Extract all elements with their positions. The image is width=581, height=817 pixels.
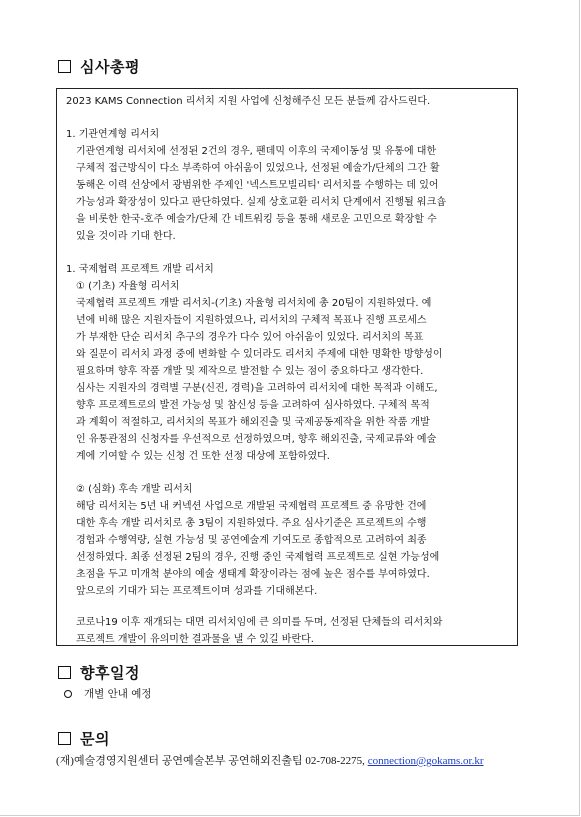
p1-line: 기관연계형 리서치에 선정된 2건의 경우, 팬데믹 이후의 국제이동성 및 유통에 대한: [76, 146, 437, 157]
contact-email-link[interactable]: connection@gokams.or.kr: [367, 755, 484, 767]
schedule-item: [64, 686, 152, 701]
section-title: 문의: [80, 730, 110, 748]
review-intro: 2023 KAMS Connection 리서치 지원 사업에 신청해주신 모든 분들께 감사드린다.: [66, 96, 431, 107]
p2-sub1-line: 국제협력 프로젝트 개발 리서치-(기초) 자율형 리서치에 총 20팀이 지원하였다. 예: [76, 298, 432, 309]
p2-sub1-line: 인 유통관점의 신청자를 우선적으로 선정하였으며, 향후 해외진출, 국제교류와 예술: [76, 434, 437, 445]
section-heading-schedule: [58, 662, 140, 683]
circle-bullet-icon: [64, 690, 72, 698]
p2-sub2-line: 초점을 두고 미개척 분야의 예술 생태계 확장이라는 점에 높은 점수를 부여하였다.: [76, 569, 430, 580]
p1-line: 을 비롯한 한국-호주 예술가/단체 간 네트워킹 등을 통해 새로운 고민으로 확장할 수: [76, 214, 437, 225]
p2-sub-heading: ① (기초) 자율형 리서치: [76, 281, 180, 292]
checkbox-square-icon: [58, 732, 71, 745]
p2-sub2-line: 해당 리서치는 5년 내 커넥션 사업으로 개발된 국제협력 프로젝트 중 유망한 건에: [76, 501, 427, 512]
section-title: 향후일정: [80, 664, 140, 682]
contact-line: [56, 752, 484, 768]
section-heading-inquiry: [58, 728, 110, 749]
p2-sub2-line: 경험과 수행역량, 실현 가능성 및 공연예술계 기여도로 종합적으로 고려하여 최종: [76, 535, 427, 546]
p1-line: 있을 것이라 기대 한다.: [76, 231, 176, 242]
contact-text: (재)예술경영지원센터 공연예술본부 공연해외진출팀 02-708-2275,: [56, 755, 368, 767]
p1-line: 구체적 접근방식이 다소 부족하여 아쉬움이 있었으나, 선정된 예술가/단체의 그간 활: [76, 163, 440, 174]
p2-heading: 1. 국제협력 프로젝트 개발 리서치: [66, 264, 214, 275]
p2-sub1-line: 과 계획이 적절하고, 리서치의 목표가 해외진출 및 국제공동제작을 위한 작품 개발: [76, 417, 430, 428]
p2-sub2-line: 앞으로의 기대가 되는 프로젝트이며 성과를 기대해본다.: [76, 586, 318, 597]
closing-line: 프로젝트 개발이 유의미한 결과물을 낼 수 있길 바란다.: [76, 634, 314, 645]
section-heading-review: [58, 56, 140, 77]
p1-heading: 1. 기관연계형 리서치: [66, 129, 160, 140]
p1-line: 동해온 이력 선상에서 광범위한 주제인 '넥스트모빌리티' 리서치를 수행하는 데 있어: [76, 180, 439, 191]
p2-sub2-line: 선정하였다. 최종 선정된 2팀의 경우, 진행 중인 국제협력 프로젝트로 실현 가능성에: [76, 552, 440, 563]
checkbox-square-icon: [58, 666, 71, 679]
p2-sub1-line: 년에 비해 많은 지원자들이 지원하였으나, 리서치의 구체적 목표나 진행 프로세스: [76, 315, 427, 326]
p2-sub1-line: 계에 기여할 수 있는 신청 건 또한 선정 대상에 포함하였다.: [76, 451, 330, 462]
p2-sub1-line: 필요하며 향후 작품 개발 및 제작으로 발전할 수 있는 점이 중요하다고 생각한다.: [76, 366, 424, 377]
p2-sub1-line: 향후 프로젝트로의 발전 가능성 및 참신성 등을 고려하여 심사하였다. 구체적 목적: [76, 400, 430, 411]
p2-sub2-line: 대한 후속 개발 리서치로 총 3팀이 지원하였다. 주요 심사기준은 프로젝트의 수행: [76, 518, 427, 529]
schedule-item-text: 개별 안내 예정: [84, 688, 152, 700]
section-title: 심사총평: [80, 58, 140, 76]
p2-sub1-line: 심사는 지원자의 경력별 구분(신진, 경력)을 고려하여 리서치에 대한 목적과 이해도,: [76, 383, 438, 394]
p2-sub1-line: 가 부재한 단순 리서치 추구의 경우가 다수 있어 아쉬움이 있었다. 리서치의 목표: [76, 332, 424, 343]
p2-sub1-line: 와 질문이 리서치 과정 중에 변화할 수 있더라도 리서치 주제에 대한 명확한 방향성이: [76, 349, 443, 360]
p1-line: 가능성과 확장성이 있다고 판단하였다. 실제 상호교환 리서치 단계에서 진행될 워크숍: [76, 197, 446, 208]
closing-line: 코로나19 이후 재개되는 대면 리서치임에 큰 의미를 두며, 선정된 단체들의 리서치와: [76, 617, 443, 628]
p2-sub-heading: ② (심화) 후속 개발 리서치: [76, 484, 193, 495]
checkbox-square-icon: [58, 60, 71, 73]
